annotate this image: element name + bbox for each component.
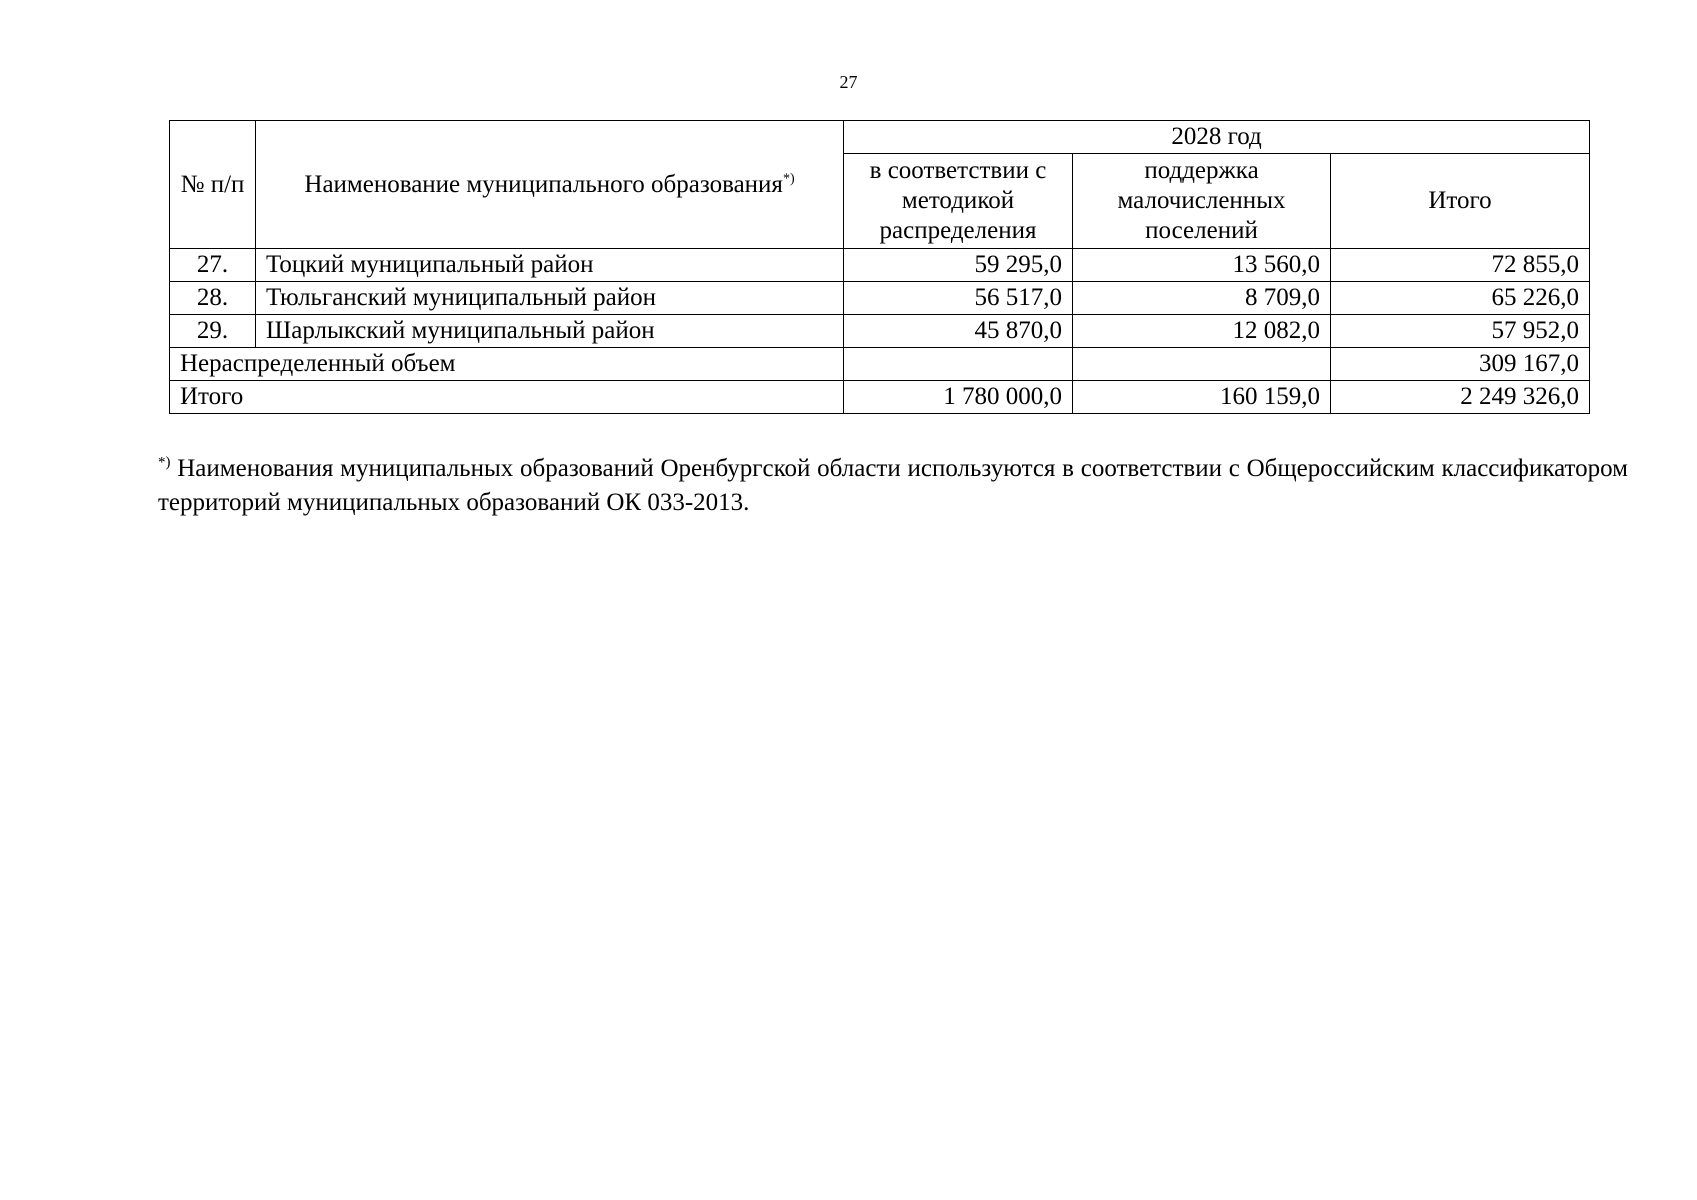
header-number bbox=[170, 121, 256, 249]
header-method bbox=[844, 154, 1073, 249]
unallocated-total-value: 309 167,0 bbox=[1331, 348, 1590, 381]
header-support-label: поддержка малочисленных поселений bbox=[1117, 157, 1286, 244]
table-row bbox=[170, 249, 1590, 282]
row-number: 28. bbox=[170, 282, 256, 315]
row-total-value: 57 952,0 bbox=[1331, 315, 1590, 348]
row-number: 29. bbox=[170, 315, 256, 348]
table-row bbox=[170, 315, 1590, 348]
unallocated-support-value bbox=[1073, 348, 1331, 381]
row-total-value: 65 226,0 bbox=[1331, 282, 1590, 315]
row-method-value: 59 295,0 bbox=[844, 249, 1073, 282]
header-number-label: № п/п bbox=[180, 170, 245, 198]
page-number: 27 bbox=[839, 72, 858, 92]
header-support bbox=[1073, 154, 1331, 249]
header-method-label: в соответствии с методикой распределения bbox=[869, 157, 1047, 244]
row-support-value: 13 560,0 bbox=[1073, 249, 1331, 282]
header-total-label: Итого bbox=[1428, 187, 1492, 214]
table-header-row bbox=[170, 121, 1590, 154]
unallocated-row bbox=[170, 348, 1590, 381]
row-support-value: 8 709,0 bbox=[1073, 282, 1331, 315]
header-total bbox=[1331, 154, 1590, 249]
unallocated-method-value bbox=[844, 348, 1073, 381]
footnote-reference: *) bbox=[782, 171, 795, 187]
row-method-value: 56 517,0 bbox=[844, 282, 1073, 315]
unallocated-label: Нераспределенный объем bbox=[170, 348, 844, 381]
row-total-value: 72 855,0 bbox=[1331, 249, 1590, 282]
row-municipality: Тюльганский муниципальный район bbox=[256, 282, 844, 315]
table-row bbox=[170, 282, 1590, 315]
row-municipality: Тоцкий муниципальный район bbox=[256, 249, 844, 282]
footnote-mark: *) bbox=[158, 454, 171, 471]
header-year bbox=[844, 121, 1590, 154]
row-support-value: 12 082,0 bbox=[1073, 315, 1331, 348]
grand-total-total-value: 2 249 326,0 bbox=[1331, 381, 1590, 414]
header-municipality-name bbox=[256, 121, 844, 249]
grand-total-support-value: 160 159,0 bbox=[1073, 381, 1331, 414]
grand-total-row bbox=[170, 381, 1590, 414]
row-method-value: 45 870,0 bbox=[844, 315, 1073, 348]
header-name-label: Наименование муниципального образования bbox=[304, 170, 783, 198]
header-year-label: 2028 год bbox=[1171, 123, 1262, 150]
budget-allocation-table bbox=[169, 120, 1590, 414]
row-number: 27. bbox=[170, 249, 256, 282]
footnote bbox=[158, 452, 1628, 520]
grand-total-method-value: 1 780 000,0 bbox=[844, 381, 1073, 414]
grand-total-label: Итого bbox=[170, 381, 844, 414]
footnote-text: Наименования муниципальных образований Оренбургской области используются в соответствии с Общероссийским классификатором территорий муниципальных образований ОК 033-2013. bbox=[158, 455, 1628, 516]
row-municipality: Шарлыкский муниципальный район bbox=[256, 315, 844, 348]
